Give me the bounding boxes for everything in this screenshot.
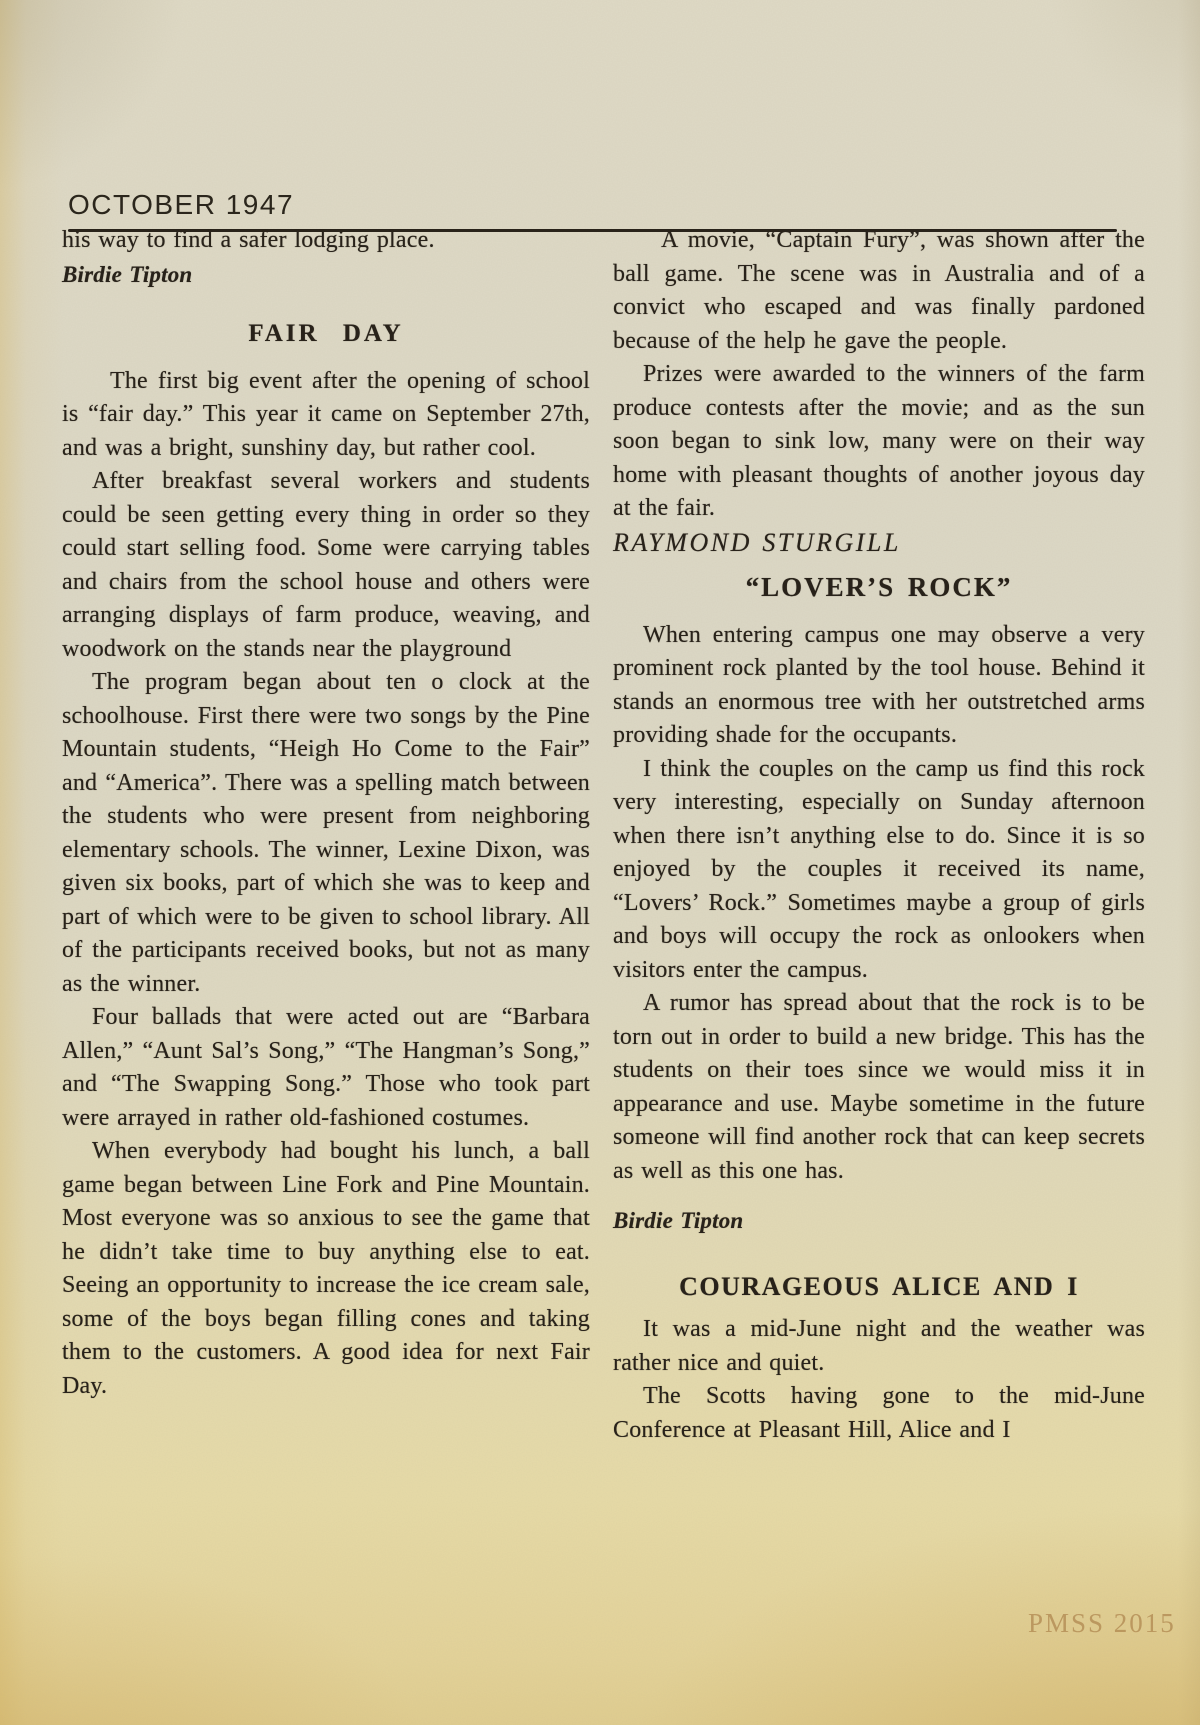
byline-raymond-sturgill: RAYMOND STURGILL <box>613 527 901 557</box>
section-heading-courageous-alice: COURAGEOUS ALICE AND I <box>679 1271 1079 1301</box>
section-heading-lovers-rock: “LOVER’S ROCK” <box>745 572 1013 602</box>
courageous-alice-paragraph: It was a mid-June night and the weather was rather nice and quiet. <box>613 1316 1145 1376</box>
fair-day-paragraph: After breakfast several workers and students could be seen getting every thing in order so they could start selling food. Some were carrying tables and chairs from the school house and others were arranging displays of farm produce, weaving, and woodwork on the stands near the playground <box>62 468 590 662</box>
fair-day-paragraph: The program began about ten o clock at the schoolhouse. First there were two songs by the Pine Mountain students, “Heigh Ho Come to the Fair” and “America”. There was a spelling match between the students who were present from neighboring elementary schools. The winner, Lexine Dixon, was given six books, part of which she was to keep and part of which were to be given to school library. All of the participants received books, but not as many as the winner. <box>62 669 590 997</box>
masthead-date: OCTOBER 1947 <box>68 189 295 220</box>
fair-day-paragraph: The first big event after the opening of school is “fair day.” This year it came on September 27th, and was a bright, sunshiny day, but rather cool. <box>62 367 590 461</box>
article-continuation-text: his way to find a safer lodging place. <box>62 227 435 253</box>
fair-day-continued-paragraph: A movie, “Captain Fury”, was shown after the ball game. The scene was in Australia and of a convict who escaped and was finally pardoned because of the help he gave the people. <box>613 227 1145 354</box>
byline-birdie-tipton: Birdie Tipton <box>62 261 193 287</box>
fair-day-paragraph: Four ballads that were acted out are “Barbara Allen,” “Aunt Sal’s Song,” “The Hangman’s Song,” and “The Swapping Song.” Those who took part were arrayed in rather old-fashioned costumes. <box>62 1004 590 1131</box>
fair-day-continued-paragraph: Prizes were awarded to the winners of the farm produce contests after the movie; and as the sun soon began to sink low, many were on their way home with pleasant thoughts of another joyous day at the fair. <box>613 361 1145 521</box>
right-column <box>613 224 1145 1447</box>
lovers-rock-paragraph: A rumor has spread about that the rock is to be torn out in order to build a new bridge. This has the students on their toes since we would miss it in appearance and use. Maybe sometime in the future someone will find another rock that can keep secrets as well as this one has. <box>613 990 1145 1184</box>
lovers-rock-paragraph: I think the couples on the camp us find this rock very interesting, especially on Sunday afternoon when there isn’t anything else to do. Since it is so enjoyed by the couples it received its name, “Lovers’ Rock.” Sometimes maybe a group of girls and boys will occupy the rock as onlookers when visitors enter the campus. <box>613 755 1145 983</box>
fair-day-paragraph: When everybody had bought his lunch, a ball game began between Line Fork and Pine Mountain. Most everyone was so anxious to see the game that he didn’t take time to buy anything else to eat. Seeing an opportunity to increase the ice cream sale, some of the boys began filling cones and taking them to the customers. A good idea for next Fair Day. <box>62 1138 590 1399</box>
byline-birdie-tipton: Birdie Tipton <box>613 1208 744 1233</box>
courageous-alice-paragraph: The Scotts having gone to the mid-June Conference at Pleasant Hill, Alice and I <box>613 1383 1145 1443</box>
lovers-rock-paragraph: When entering campus one may observe a very prominent rock planted by the tool house. Behind it stands an enormous tree with her outstretched arms providing shade for the occupants. <box>613 621 1145 748</box>
left-column <box>62 224 590 1403</box>
watermark: PMSS 2015 <box>1028 1608 1176 1638</box>
section-heading-fair-day: FAIR DAY <box>248 320 404 347</box>
